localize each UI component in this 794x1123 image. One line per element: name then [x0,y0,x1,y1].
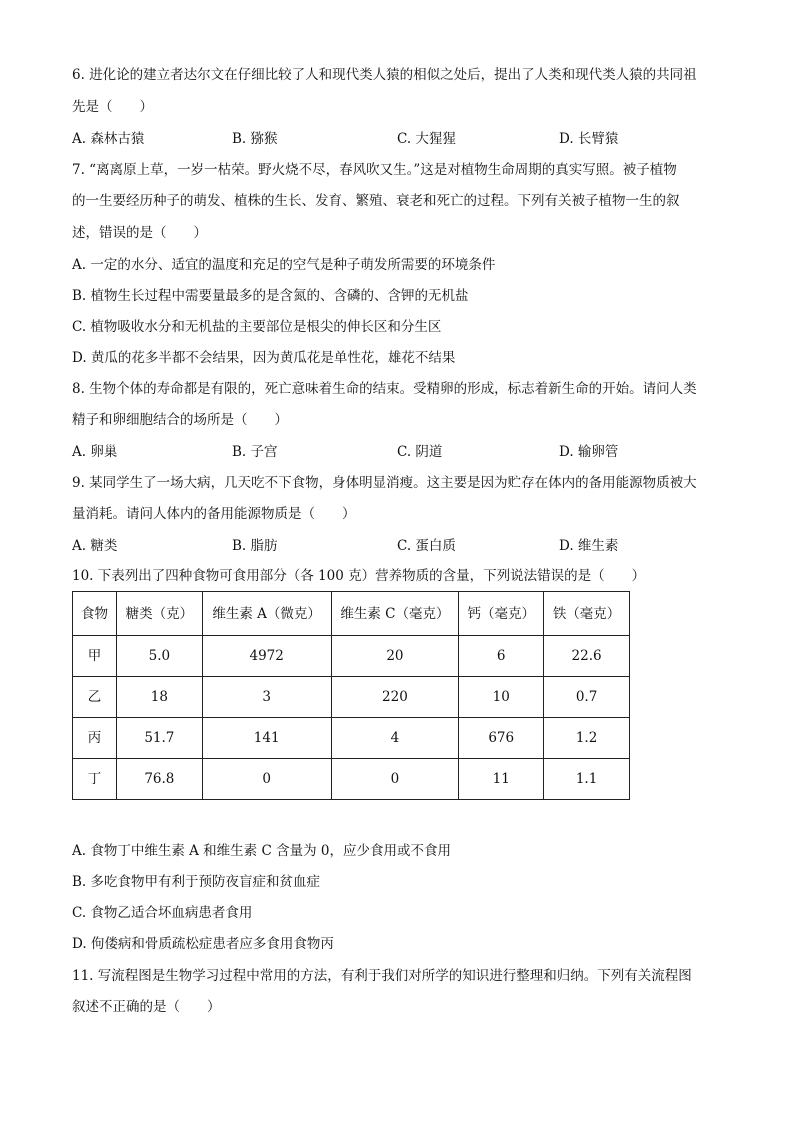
table-cell: 丙 [73,718,117,759]
table-cell: 4972 [202,636,331,677]
q8-options [72,443,732,461]
q8-option-a[interactable]: A. 卵巢 [72,444,118,460]
table-cell: 76.8 [116,759,202,800]
q10-option-c[interactable]: C. 食物乙适合坏血病患者食用 [72,905,253,921]
table-cell: 1.1 [544,759,630,800]
q7-option-a[interactable]: A. 一定的水分、适宜的温度和充足的空气是种子萌发所需要的环境条件 [72,257,496,273]
q10-option-d[interactable]: D. 佝偻病和骨质疏松症患者应多食用食物丙 [72,936,334,952]
header-cell: 维生素 A（微克） [202,592,331,636]
table-cell: 11 [459,759,544,800]
table-cell: 676 [459,718,544,759]
q8-stem-line1: 8. 生物个体的寿命都是有限的，死亡意味着生命的结束。受精卵的形成，标志着新生命的开始。请问人类 [72,381,697,397]
table-cell: 10 [459,677,544,718]
q9-option-b[interactable]: B. 脂肪 [232,538,278,554]
q6-stem-line2: 先是（ ） [72,99,153,115]
q8-option-b[interactable]: B. 子宫 [232,444,278,460]
table-cell: 20 [331,636,459,677]
nutrition-table [72,591,630,800]
q8-stem-line2: 精子和卵细胞结合的场所是（ ） [72,412,288,428]
q6-option-a[interactable]: A. 森林古猿 [72,131,145,147]
table-cell: 22.6 [544,636,630,677]
q6-option-b[interactable]: B. 猕猴 [232,131,278,147]
q11-stem-line2: 叙述不正确的是（ ） [72,999,221,1015]
table-cell: 4 [331,718,459,759]
table-cell: 0 [202,759,331,800]
header-cell: 铁（毫克） [544,592,630,636]
q9-option-c[interactable]: C. 蛋白质 [397,538,456,554]
table-cell: 141 [202,718,331,759]
table-cell: 3 [202,677,331,718]
q7-stem-line3: 述，错误的是（ ） [72,225,207,241]
q7-option-c[interactable]: C. 植物吸收水分和无机盐的主要部位是根尖的伸长区和分生区 [72,319,442,335]
header-cell: 食物 [73,592,117,636]
table-cell: 1.2 [544,718,630,759]
table-cell: 乙 [73,677,117,718]
table-cell: 220 [331,677,459,718]
table-cell: 甲 [73,636,117,677]
table-cell: 5.0 [116,636,202,677]
header-cell: 糖类（克） [116,592,202,636]
q6-stem-line1: 6. 进化论的建立者达尔文在仔细比较了人和现代类人猿的相似之处后，提出了人类和现代类人猿的共同祖 [72,67,697,83]
q9-option-a[interactable]: A. 糖类 [72,538,118,554]
header-cell: 钙（毫克） [459,592,544,636]
q10-stem: 10. 下表列出了四种食物可食用部分（各 100 克）营养物质的含量，下列说法错误的是（ ） [72,568,646,584]
table-cell: 0.7 [544,677,630,718]
table-row [73,636,630,677]
table-cell: 6 [459,636,544,677]
q9-stem-line2: 量消耗。请问人体内的备用能源物质是（ ） [72,506,356,522]
q7-stem-line2: 的一生要经历种子的萌发、植株的生长、发育、繁殖、衰老和死亡的过程。下列有关被子植物一生的叙 [72,193,680,209]
q9-options [72,537,732,555]
q6-option-c[interactable]: C. 大猩猩 [397,131,456,147]
q8-option-d[interactable]: D. 输卵管 [559,444,619,460]
table-row [73,677,630,718]
q10-option-b[interactable]: B. 多吃食物甲有利于预防夜盲症和贫血症 [72,874,321,890]
table-header-row [73,592,630,636]
q11-stem-line1: 11. 写流程图是生物学习过程中常用的方法，有利于我们对所学的知识进行整理和归纳。下列有关流程图 [72,968,692,984]
table-cell: 18 [116,677,202,718]
q6-option-d[interactable]: D. 长臂猿 [559,131,619,147]
table-cell: 丁 [73,759,117,800]
q6-options [72,130,732,148]
table-row [73,718,630,759]
q10-option-a[interactable]: A. 食物丁中维生素 A 和维生素 C 含量为 0，应少食用或不食用 [72,843,451,859]
q7-stem-line1: 7. “离离原上草，一岁一枯荣。野火烧不尽，春风吹又生。”这是对植物生命周期的真实写照。被子植物 [72,162,677,178]
q8-option-c[interactable]: C. 阴道 [397,444,443,460]
q7-option-d[interactable]: D. 黄瓜的花多半都不会结果，因为黄瓜花是单性花，雄花不结果 [72,350,456,366]
q9-stem-line1: 9. 某同学生了一场大病，几天吃不下食物，身体明显消瘦。这主要是因为贮存在体内的备用能源物质被大 [72,475,697,491]
header-cell: 维生素 C（毫克） [331,592,459,636]
table-cell: 51.7 [116,718,202,759]
table-cell: 0 [331,759,459,800]
q9-option-d[interactable]: D. 维生素 [559,538,619,554]
q7-option-b[interactable]: B. 植物生长过程中需要量最多的是含氮的、含磷的、含钾的无机盐 [72,288,469,304]
table-row [73,759,630,800]
